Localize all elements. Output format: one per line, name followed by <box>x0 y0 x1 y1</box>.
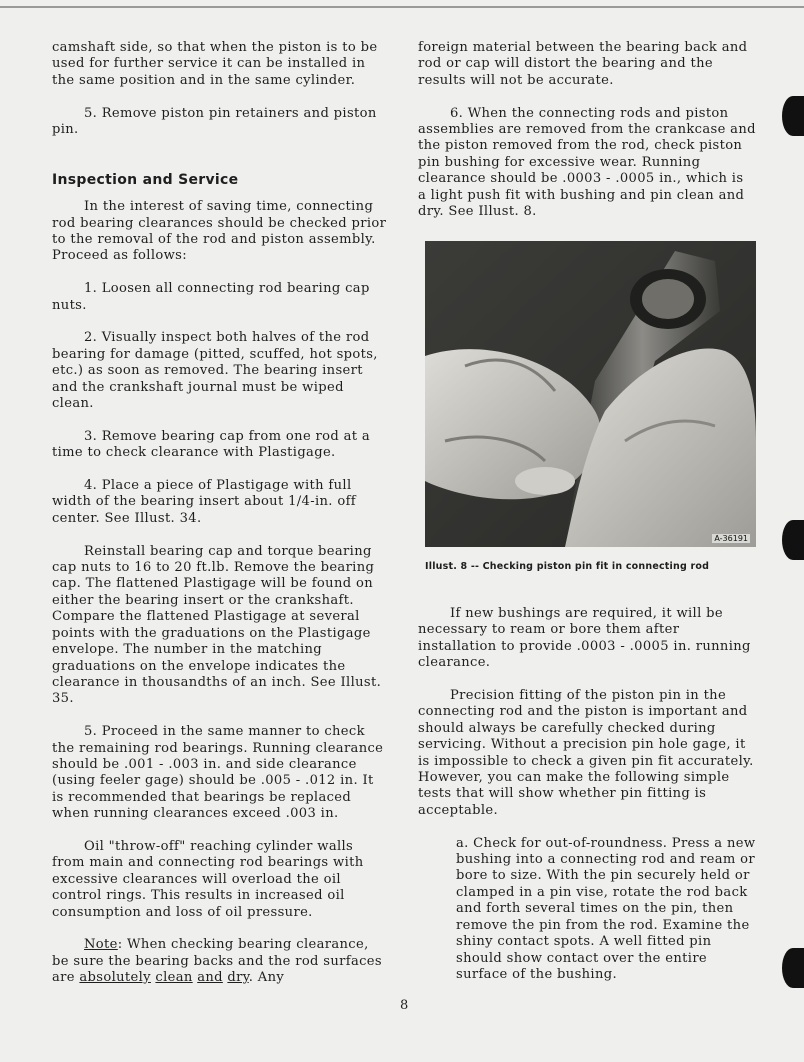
paragraph: If new bushings are required, it will be necessary to ream or bore them after installation to provide .0003 - .0005 in. running clearance. <box>418 606 751 671</box>
binder-hole <box>782 520 804 560</box>
paragraph: Precision fitting of the piston pin in the connecting rod and the piston is important and should always be carefully checked during servicing. Without a precision pin hole gage, it is impossible to check a given pin fit accurately. However, you can make the following simple tests that will show whether pin fitting is acceptable. <box>418 688 754 818</box>
sub-step-a: a. Check for out-of-roundness. Press a new bushing into a connecting rod and ream or bore to size. With the pin securely held or clamped in a pin vise, rotate the rod back and forth several times on the pin, then remove the pin from the rod. Examine the shiny contact spots. A well fitted pin should show contact over the entire surface of the bushing. <box>456 835 756 982</box>
step-3: 3. Remove bearing cap from one rod at a time to check clearance with Plastigage. <box>52 428 371 461</box>
paragraph: In the interest of saving time, connecting rod bearing clearances should be checked prior to the removal of the rod and piston assembly. Proceed as follows: <box>52 199 387 264</box>
note-paragraph: Note: When checking bearing clearance, be sure the bearing backs and the rod surfaces are absolutely clean and dry. Any <box>52 937 382 986</box>
figure-caption: Illust. 8 -- Checking piston pin fit in connecting rod <box>425 561 710 572</box>
connecting-rod-photo <box>425 241 756 547</box>
paragraph: Oil "throw-off" reaching cylinder walls from main and connecting rod bearings with excessive clearances will overload the oil control rings. This results in increased oil consumption and loss of oil pressure. <box>52 838 364 920</box>
paragraph: camshaft side, so that when the piston is to be used for further service it can be installed in the same position and in the same cylinder. <box>52 40 378 88</box>
left-column <box>52 40 388 987</box>
paragraph: foreign material between the bearing back and rod or cap will distort the bearing and the results will not be accurate. <box>418 40 748 88</box>
right-column-lower <box>418 606 756 983</box>
right-column <box>418 40 756 220</box>
photo-code: A-36191 <box>714 534 748 543</box>
paragraph: Reinstall bearing cap and torque bearing cap nuts to 16 to 20 ft.lb. Remove the bearing cap. The flattened Plastigage will be found on either the bearing insert or the crankshaft. Compare the flattened Plastigage at several points with the graduations on the Plastigage envelope. The number in the matching graduations on the envelope indicates the clearance in thousandths of an inch. See Illust. 35. <box>52 543 382 707</box>
step-1: 1. Loosen all connecting rod bearing cap nuts. <box>52 281 370 313</box>
step-2: 2. Visually inspect both halves of the rod bearing for damage (pitted, scuffed, hot spots, etc.) as soon as removed. The bearing insert and the crankshaft journal must be wiped clean. <box>52 330 378 412</box>
step-6: 6. When the connecting rods and piston assemblies are removed from the crankcase and the piston removed from the rod, check piston pin bushing for excessive wear. Running clearance should be .0003 - .0005 in., which is a light push fit with bushing and pin clean and dry. See Illust. 8. <box>418 105 756 220</box>
section-heading: Inspection and Service <box>52 172 239 189</box>
binder-hole <box>782 96 804 136</box>
page-number: 8 <box>400 998 409 1013</box>
photo-illustration <box>425 241 756 547</box>
step-5-remove-pin: 5. Remove piston pin retainers and piston pin. <box>52 105 377 138</box>
step-4: 4. Place a piece of Plastigage with full width of the bearing insert about 1/4-in. off center. See Illust. 34. <box>52 478 356 526</box>
binder-hole <box>782 948 804 988</box>
step-5: 5. Proceed in the same manner to check the remaining rod bearings. Running clearance should be .001 - .003 in. and side clearance (using feeler gage) should be .005 - .012 in. It is recommended that bearings be replaced when running clearances exceed .003 in. <box>52 724 384 822</box>
note-label: Note <box>84 937 118 953</box>
top-edge-line <box>0 6 804 8</box>
